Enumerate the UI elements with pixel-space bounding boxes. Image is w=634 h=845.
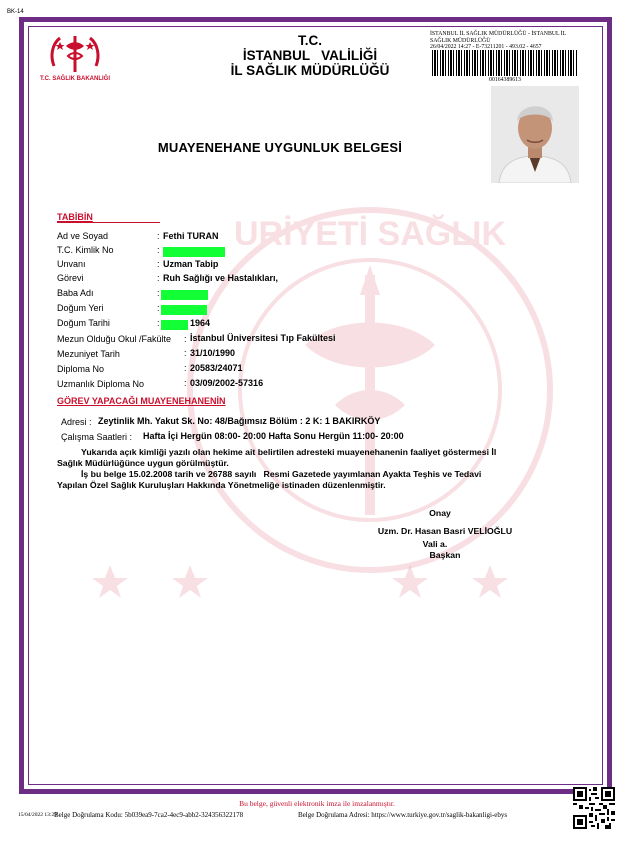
footer-verify-address: Belge Doğrulama Adresi: https://www.turkiye.gov.tr/saglik-bakanligi-ebys (298, 811, 508, 819)
value-ad-soyad: Fethi TURAN (163, 231, 219, 241)
colon: : (184, 348, 187, 358)
colon: : (184, 334, 187, 344)
colon: : (157, 273, 160, 283)
colon: : (157, 231, 160, 241)
label-unvan: Unvanı (57, 259, 86, 269)
colon: : (157, 245, 160, 255)
label-ad-soyad: Ad ve Soyad (57, 231, 109, 241)
label-calisma-saatleri: Çalışma Saatleri : (61, 432, 133, 442)
value-adres: Zeytinlik Mh. Yakut Sk. No: 48/Bağımsız Bölüm : 2 K: 1 BAKIRKÖY (98, 416, 381, 426)
barcode-number: 00164389613 (489, 77, 521, 83)
section-underline-tabib (57, 222, 160, 223)
signature-onay: Onay (429, 508, 451, 518)
paragraph-1-line-1: Yukarıda açık kimliği yazılı olan hekime ait belirtilen adresteki muayenehanenin faaliyet göstermesi İl (81, 447, 497, 457)
value-mezuniyet-tarih: 31/10/1990 (190, 348, 236, 358)
colon: : (157, 318, 160, 328)
redaction-mark (161, 305, 207, 315)
section-title-gorev: GÖREV YAPACAĞI MUAYENEHANENİN (57, 396, 226, 406)
label-tc-kimlik: T.C. Kimlik No (57, 245, 114, 255)
colon: : (157, 288, 160, 298)
footer-verify-code: Belge Doğrulama Kodu: 5b039ea9-7ca2-4ec9-abb2-324356322178 (54, 811, 244, 819)
ministry-logo-caption: T.C. SAĞLIK BAKANLIĞI (40, 76, 110, 82)
paragraph-2-line-2: Yapılan Özel Sağlık Kuruluşları Hakkında Yönetmeliğe istinaden düzenlenmiştir. (57, 480, 386, 490)
barcode-line-1: İSTANBUL İL SAĞLIK MÜDÜRLÜĞÜ - İSTANBUL İL (430, 31, 567, 37)
barcode-line-3: 26/04/2022 14:27 - E-73211201 - 493.02 - 4657 (430, 44, 542, 50)
value-calisma-saatleri: Hafta İçi Hergün 08:00- 20:00 Hafta Sonu Hergün 11:00- 20:00 (143, 431, 404, 441)
value-dogum-tarihi: 1964 (190, 318, 211, 328)
signature-name: Uzm. Dr. Hasan Basri VELİOĞLU (377, 526, 513, 536)
signature-title-1: Vali a. (422, 539, 448, 549)
colon: : (157, 303, 160, 313)
paragraph-2-line-1: İş bu belge 15.02.2008 tarih ve 26788 sayılı Resmi Gazetede yayımlanan Ayakta Teşhis ve Tedavi (81, 469, 482, 479)
header-line-1: T.C. (297, 33, 322, 48)
redacted-dogum-tarihi (161, 316, 188, 334)
qr-code-icon (573, 787, 615, 829)
value-unvan: Uzman Tabip (163, 259, 219, 269)
document-title: MUAYENEHANE UYGUNLUK BELGESİ (157, 140, 403, 155)
barcode-header (430, 31, 590, 51)
footer-date: 15/04/2022 13:29 (18, 812, 57, 818)
redaction-mark (161, 320, 188, 330)
barcode-line-2: SAĞLIK MÜDÜRLÜĞÜ (430, 37, 491, 44)
label-mezuniyet-tarih: Mezuniyet Tarih (57, 349, 120, 359)
header-line-3: İL SAĞLIK MÜDÜRLÜĞÜ (230, 63, 390, 78)
label-gorev: Görevi (57, 273, 84, 283)
value-mezun-okul: İstanbul Üniversitesi Tıp Fakültesi (190, 333, 336, 343)
label-baba-adi: Baba Adı (57, 288, 94, 298)
redaction-mark (161, 290, 208, 300)
value-diploma-no: 20583/24071 (190, 363, 243, 373)
value-gorev: Ruh Sağlığı ve Hastalıkları, (163, 273, 279, 283)
colon: : (184, 363, 187, 373)
value-uzmanlik-diploma: 03/09/2002-57316 (190, 378, 264, 388)
watermark-seal-icon (185, 205, 555, 575)
svg-text:URİYETİ SAĞLIK: URİYETİ SAĞLIK (233, 215, 507, 253)
paragraph-1-line-2: Sağlık Müdürlüğünce uygun görülmüştür. (57, 458, 229, 468)
watermark-stars-icon (90, 560, 510, 600)
label-dogum-yeri: Doğum Yeri (57, 303, 104, 313)
colon: : (157, 259, 160, 269)
label-uzmanlik-diploma: Uzmanlık Diploma No (57, 379, 145, 389)
ministry-logo-icon (46, 32, 104, 76)
page-code: BK-14 (7, 9, 24, 15)
colon: : (184, 378, 187, 388)
footer-esign-notice: Bu belge, güvenli elektronik imza ile imzalanmıştır. (239, 799, 395, 808)
label-dogum-tarihi: Doğum Tarihi (57, 318, 110, 328)
redaction-mark (163, 247, 225, 257)
signature-title-2: Başkan (429, 550, 461, 560)
label-mezun-okul: Mezun Olduğu Okul /Fakülte (57, 334, 172, 344)
doctor-photo (491, 86, 579, 183)
barcode-icon (432, 50, 578, 76)
label-adres: Adresi : (61, 417, 92, 427)
label-diploma-no: Diploma No (57, 364, 105, 374)
header-line-2: İSTANBUL VALİLİĞİ (242, 48, 378, 63)
section-title-tabib: TABİBİN (57, 212, 93, 222)
